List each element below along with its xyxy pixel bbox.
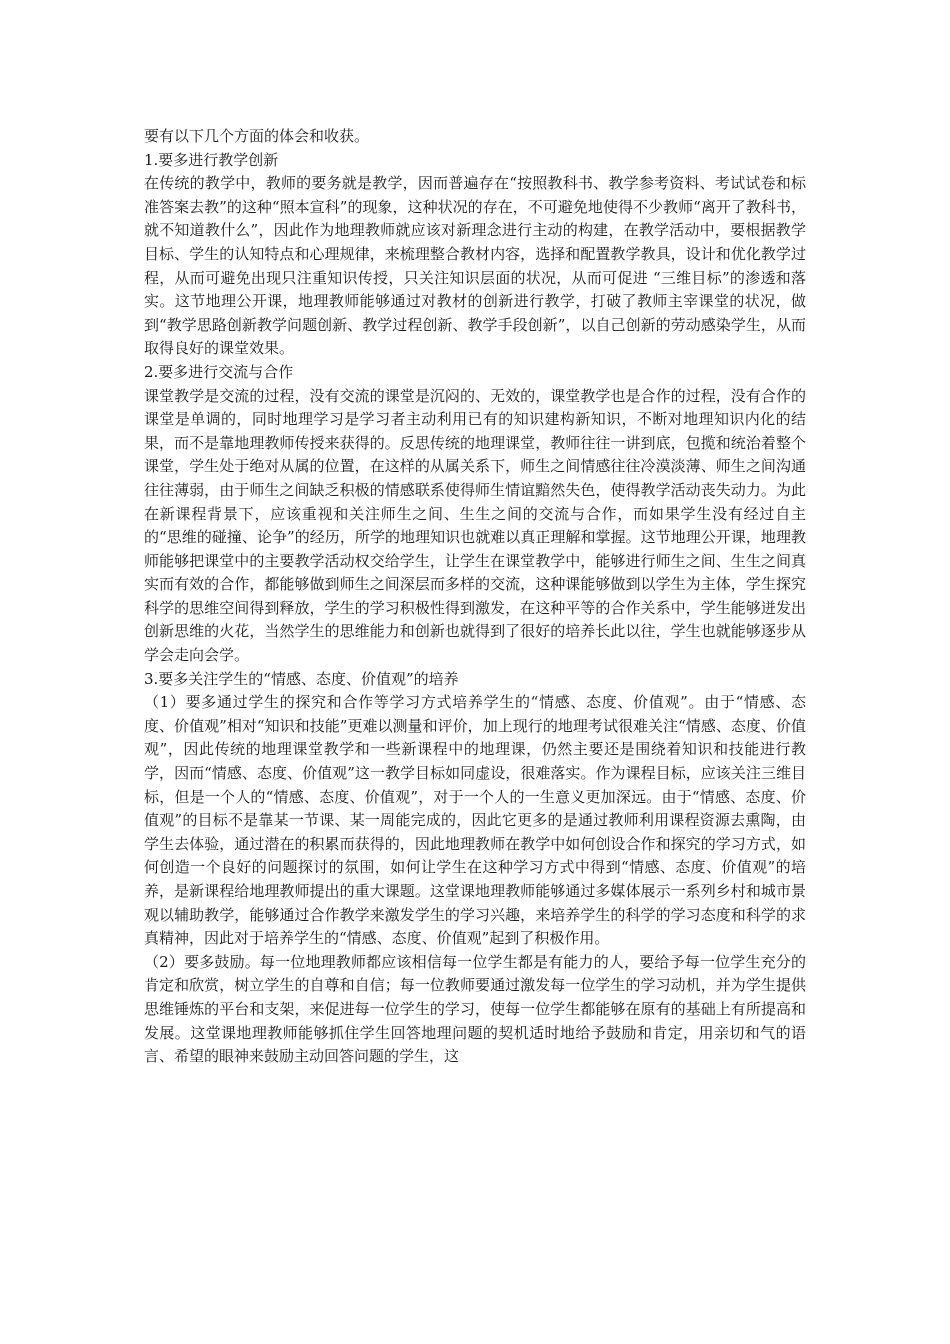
document-page (144, 125, 806, 1069)
section-3-heading: 3.要多关注学生的“情感、态度、价值观”的培养 (144, 669, 459, 688)
section-3-paragraph-2: （2）要多鼓励。每一位地理教师都应该相信每一位学生都是有能力的人，要给予每一位学生充分的肯定和欣赏，树立学生的自尊和自信；每一位教师要通过激发每一位学生的学习动机，并为学生提供思维锤炼的平台和支架，来促进每一位学生的学习，使每一位学生都能够在原有的基础上有所提高和发展。这堂课地理教师能够抓住学生回答地理问题的契机适时地给予鼓励和肯定，用亲切和气的语言、希望的眼神来鼓励主动回答问题的学生，这 (144, 952, 806, 1066)
section-2-heading: 2.要多进行交流与合作 (144, 362, 294, 381)
section-2-body: 课堂教学是交流的过程，没有交流的课堂是沉闷的、无效的，课堂教学也是合作的过程，没有合作的课堂是单调的，同时地理学习是学习者主动利用已有的知识建构新知识，不断对地理知识内化的结果，而不是靠地理教师传授来获得的。反思传统的地理课堂，教师往往一讲到底，包揽和统治着整个课堂，学生处于绝对从属的位置，在这样的从属关系下，师生之间情感往往冷漠淡薄、师生之间沟通往往薄弱，由于师生之间缺乏积极的情感联系使得师生情谊黯然失色，使得教学活动丧失动力。为此在新课程背景下，应该重视和关注师生之间、生生之间的交流与合作，而如果学生没有经过自主的“思维的碰撞、论争”的经历，所学的地理知识也就难以真正理解和掌握。这节地理公开课，地理教师能够把课堂中的主要教学活动权交给学生，让学生在课堂教学中，能够进行师生之间、生生之间真实而有效的合作，都能够做到师生之间深层而多样的交流，这种课能够做到以学生为主体，学生探究科学的思维空间得到释放，学生的学习积极性得到激发，在这种平等的合作关系中，学生能够迸发出创新思维的火花，当然学生的思维能力和创新也就得到了很好的培养长此以往，学生也就能够逐步从学会走向会学。 (144, 386, 806, 665)
intro-paragraph: 要有以下几个方面的体会和收获。 (144, 127, 370, 145)
section-3-paragraph-1: （1）要多通过学生的探究和合作等学习方式培养学生的“情感、态度、价值观”。由于“情感、态度、价值观”相对“知识和技能”更难以测量和评价，加上现行的地理考试很难关注“情感、态度、价值观”，因此传统的地理课堂教学和一些新课程中的地理课，仍然主要还是围绕着知识和技能进行教学，因而“情感、态度、价值观”这一教学目标如同虚设，很难落实。作为课程目标，应该关注三维目标，但是一个人的“情感、态度、价值观”，对于一个人的一生意义更加深远。由于“情感、态度、价值观”的目标不是靠某一节课、某一周能完成的，因此它更多的是通过教师利用课程资源去熏陶，由学生去体验，通过潜在的积累而获得的，因此地理教师在教学中如何创设合作和探究的学习方式，如何创造一个良好的问题探讨的氛围，如何让学生在这种学习方式中得到“情感、态度、价值观”的培养，是新课程给地理教师提出的重大课题。这堂课地理教师能够通过多媒体展示一系列乡村和城市景观以辅助教学，能够通过合作教学来激发学生的学习兴趣，来培养学生的科学的学习态度和科学的求真精神，因此对于培养学生的“情感、态度、价值观”起到了积极作用。 (144, 693, 806, 948)
section-1-body: 在传统的教学中，教师的要务就是教学，因而普遍存在“按照教科书、教学参考资料、考试试卷和标准答案去教”的这种“照本宣科”的现象，这种状况的存在，不可避免地使得不少教师“离开了教科书，就不知道教什么”，因此作为地理教师就应该对新理念进行主动的构建，在教学活动中，要根据教学目标、学生的认知特点和心理规律，来梳理整合教材内容，选择和配置教学教具，设计和优化教学过程，从而可避免出现只注重知识传授，只关注知识层面的状况，从而可促进 “三维目标”的渗透和落实。这节地理公开课，地理教师能够通过对教材的创新进行教学，打破了教师主宰课堂的状况，做到“教学思路创新教学问题创新、教学过程创新、教学手段创新”，以自己创新的劳动感染学生，从而取得良好的课堂效果。 (144, 174, 806, 358)
section-1-heading: 1.要多进行教学创新 (144, 150, 279, 169)
